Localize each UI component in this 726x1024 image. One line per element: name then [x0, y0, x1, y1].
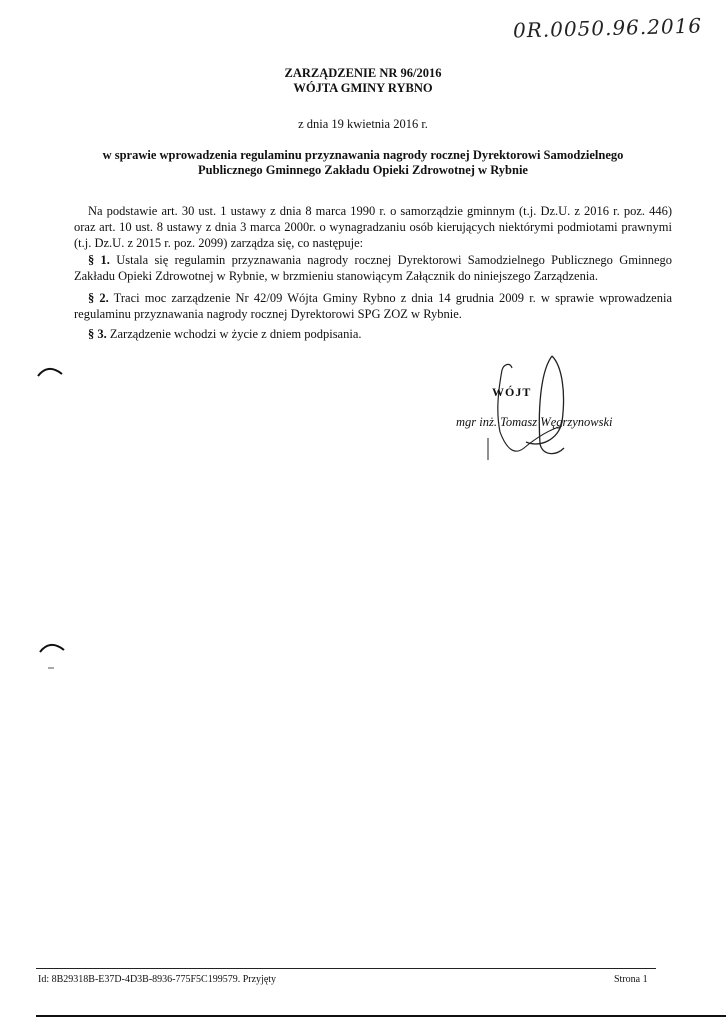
footer-divider — [36, 968, 656, 969]
section-2-text: Traci moc zarządzenie Nr 42/09 Wójta Gminy Rybno z dnia 14 grudnia 2009 r. w sprawie wprowadzenia regulaminu przyznawania nagrody rocznej Dyrektorowi SPG ZOZ w Rybnie. — [74, 291, 672, 321]
title-ordinance-number: ZARZĄDZENIE NR 96/2016 — [284, 66, 442, 80]
section-3-text: Zarządzenie wchodzi w życie z dniem podpisania. — [106, 327, 362, 341]
handwritten-reference-number: 0R.0050.96.2016 — [512, 13, 703, 43]
punch-hole-mark-upper — [36, 366, 64, 378]
subject-heading: w sprawie wprowadzenia regulaminu przyznawania nagrody rocznej Dyrektorowi Samodzielnego Publicznego Gminnego Zakładu Opieki Zdrowotnej w Rybnie — [102, 148, 624, 177]
footer-document-id: Id: 8B29318B-E37D-4D3B-8936-775F5C199579. Przyjęty — [38, 974, 277, 985]
punch-hole-mark-lower — [38, 640, 66, 672]
title-block — [0, 66, 726, 96]
section-1-text: Ustala się regulamin przyznawania nagrody rocznej Dyrektorowi Samodzielnego Publicznego Gminnego Zakładu Opieki Zdrowotnej w Rybnie, w brzmieniu stanowiącym Załącznik do niniejszego Zarządzenia. — [74, 253, 673, 283]
title-issuer: WÓJTA GMINY RYBNO — [293, 81, 433, 95]
section-3-label: § 3. — [88, 327, 107, 341]
issue-date: z dnia 19 kwietnia 2016 r. — [298, 117, 428, 131]
section-1-label: § 1. — [88, 253, 110, 267]
section-2-label: § 2. — [88, 291, 109, 305]
signatory-role: WÓJT — [492, 385, 532, 399]
legal-basis-paragraph: Na podstawie art. 30 ust. 1 ustawy z dnia 8 marca 1990 r. o samorządzie gminnym (t.j. Dz.U. z 2016 r. poz. 446) oraz art. 10 ust. 8 ustawy z dnia 3 marca 2000r. o wynagradzaniu osób kierujących niektórymi podmiotami prawnymi (t.j. Dz.U. z 2015 r. poz. 2099) zarządza się, co następuje: — [74, 204, 672, 250]
section-3-paragraph — [74, 326, 672, 342]
section-2-paragraph — [74, 290, 672, 322]
signatory-name: mgr inż. Tomasz Węgrzynowski — [456, 415, 613, 429]
section-1-paragraph — [74, 252, 672, 284]
footer-page-number: Strona 1 — [614, 974, 648, 985]
page-bottom-edge — [36, 1015, 726, 1017]
handwritten-signature — [440, 352, 640, 462]
